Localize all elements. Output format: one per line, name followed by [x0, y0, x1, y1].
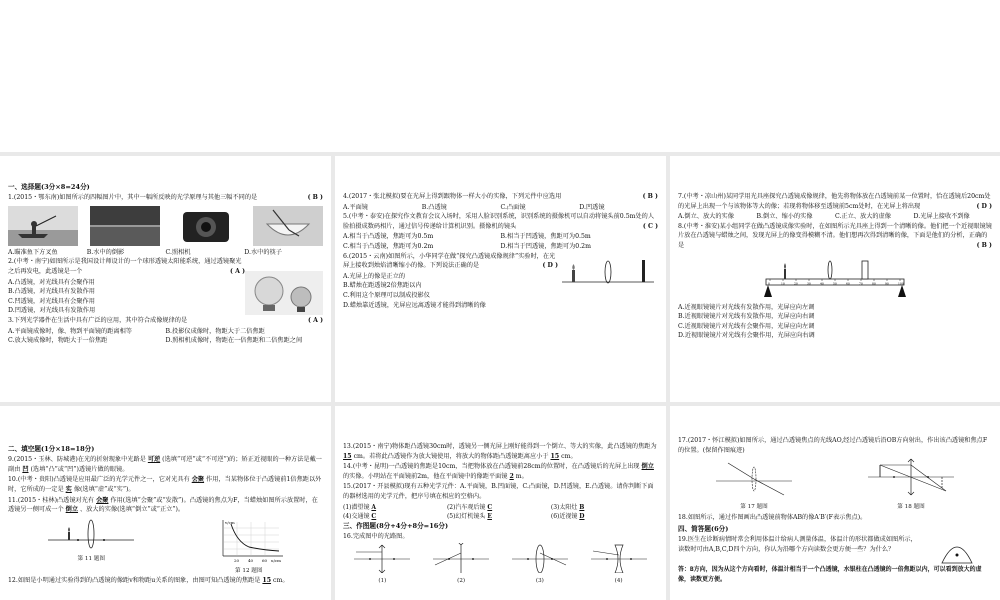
page-panel-5 [335, 406, 666, 600]
ruler-tick-label: 10 [781, 281, 785, 286]
question-19-block [678, 535, 992, 565]
answer-mark: ( B ) [642, 193, 658, 200]
question-18: 18.如图所示，通过作图画出凸透镜前物体AB的像A′B′(F表示焦点)。 [678, 514, 867, 522]
chopsticks-in-water-photo [253, 206, 323, 246]
caption-d: D.水中的筷子 [244, 248, 282, 256]
option-b: B.投影仪成像时，物距大于二倍焦距 [165, 327, 265, 335]
lens-object-image-figure [866, 457, 956, 499]
option-b: B.相当于凹透镜，焦距可为0.5m [500, 233, 591, 241]
option-a: A.相当于凸透镜，焦距可为0.5m [343, 233, 434, 241]
answer-mark: ( C ) [642, 222, 658, 230]
answer-19: 答：B方向，因为从这个方向看时，体温计相当于一个凸透镜，水银柱在凸透镜的一倍焦距以内，可以看到放大的虚像，读数更方便。 [678, 566, 982, 583]
image-distance-graph [213, 518, 285, 564]
ruler-tick-label: 20 [794, 281, 798, 286]
question-text: 12.如图是小明通过实验得到的凸透镜的像距v和物距u关系的图象，由图可知凸透镜的焦距是 [8, 577, 261, 585]
reflection-photo [90, 206, 160, 246]
ray-diagrams [343, 543, 658, 585]
question-8-options [678, 303, 992, 341]
question-9 [8, 455, 323, 474]
answer-mark: ( D ) [976, 202, 992, 210]
ruler-tick-label: 100 [898, 281, 904, 286]
question-4-options [343, 203, 658, 213]
question-text: (选填“可逆”或“不可逆”)的；矫正近视眼的一种方法是戴一副由 [8, 456, 322, 473]
question-text: 15.(2017・开县模拟)现有五种光学元件：A.平面镜，B.凹面镜，C.凸面镜，D.凹透镜，E.凸透镜。请你判断下面的器材选用的光学元件，把序号填在相应的空格内。 [343, 483, 654, 501]
question-text: 8.(中考・淮安)某小组同学在做凸透镜成像实验时，在如图所示光具座上得到一个清晰的像。他们把一个近视眼镜镜片放在凸透镜与蜡烛之间，发现光屏上的像变得模糊不清。他们想再次得到清晰的像，下面是他们的分析，正确的是 [678, 222, 992, 250]
graph-tick: 20 [233, 557, 239, 563]
diagram-label: (2) [457, 577, 466, 584]
question-19: 19.医生在诊断病情时常会利用体温计给病人测量体温，体温计的形状都做成如图所示，读数时可由A,B,C,D四个方向，你认为沿哪个方向读数会更方便一些？为什么？ [678, 536, 917, 553]
question-1-captions [8, 248, 323, 258]
question-15 [343, 482, 658, 501]
option-d: D.相当于凹透镜，焦距可为0.2m [500, 243, 591, 251]
option-b: B.倒立、缩小的实像 [756, 213, 813, 221]
question-text: 7.(中考・凉山州)某同学用光具座探究凸透镜成像规律，他先将物体放在凸透镜前某一位置时，恰在透镜后20cm处的光屏上出现一个与该物体等大的像；若现将物体移至透镜前5cm处时，在光屏上将出现 [678, 193, 991, 210]
figures-17-18 [678, 457, 992, 511]
answer-mark: ( D ) [542, 262, 558, 270]
section-heading: 四、简答题(6分) [678, 525, 729, 534]
answer-blank: 实 [65, 486, 72, 494]
question-13 [343, 442, 658, 461]
candle-lens-screen-figure [558, 252, 658, 292]
question-text: cm。若将此凸透镜作为放大镜使用，将放大的物体距凸透镜距离应小于 [353, 452, 549, 460]
question-text: 作用(选填“会聚”或“发散”)。凸透镜的焦点为F，当蜡烛如图所示放置时，在透镜另一侧可成一个 [8, 496, 318, 514]
figures-11-12 [8, 518, 323, 576]
diagram-label: (1) [378, 577, 387, 584]
item: (2)汽车观后镜 C [446, 503, 493, 511]
spherical-lens-photo [245, 271, 323, 315]
answer-blank: 倒立 [65, 506, 79, 514]
question-2 [8, 257, 245, 276]
figure-caption: 第 17 题图 [740, 503, 768, 510]
answer-blank: 会聚 [191, 476, 205, 484]
figure-caption: 第 18 题图 [897, 503, 925, 510]
blank-header-area [0, 0, 1000, 152]
page-panel-4 [0, 406, 331, 600]
answer-blank: 15 [343, 452, 352, 460]
option-c: C.近视眼镜镜片对光线有会聚作用，光屏应向左调 [678, 322, 815, 330]
option-c: C.相当于凸透镜，焦距可为0.2m [343, 243, 434, 251]
option-a: A.平面镜成像时，像、物到平面镜的距离相等 [8, 327, 132, 335]
question-10 [8, 475, 323, 494]
convex-lens-diagram [510, 543, 570, 573]
caption-b: B.水中的倒影 [86, 248, 125, 256]
question-14 [343, 462, 658, 481]
section-heading: 三、作图题(8分+4分+8分=16分) [343, 522, 449, 531]
optical-bench-figure [760, 253, 910, 301]
option-c: C.凹透镜，对光线具有会聚作用 [8, 297, 95, 305]
answer-blank: 可逆 [147, 456, 161, 464]
convex-lens-diagram [352, 543, 412, 573]
ruler-tick-label: 0 [768, 281, 770, 286]
option-d: D.凹透镜 [579, 203, 605, 211]
option-d: D.凹透镜，对光线具有发散作用 [8, 307, 96, 315]
answer-mark: ( B ) [307, 194, 323, 202]
answer-blank: 会聚 [96, 496, 109, 504]
question-15-items [343, 503, 658, 522]
ray-through-focus-figure [714, 457, 794, 499]
question-6-block [343, 252, 658, 311]
page-panel-1 [0, 156, 331, 402]
question-text: 作用，当某物体位于凸透镜前1倍焦距以外时，它所成的一定是 [8, 476, 322, 494]
graph-tick: 40 [247, 557, 253, 563]
item: (4)交通镜 C [343, 512, 377, 520]
ruler-tick-label: 70 [859, 281, 863, 286]
ruler-tick-label: 30 [807, 281, 811, 286]
caption-c: C.照相机 [165, 248, 191, 256]
thermometer-cross-section-figure [922, 535, 992, 565]
ruler-tick-label: 50 [833, 281, 837, 286]
option-a: A.倒立、放大的实像 [678, 213, 734, 221]
camera-photo [171, 206, 241, 246]
section-heading: 一、选择题(3分×8=24分) [8, 183, 90, 191]
option-b: B.凸透镜，对光线具有发散作用 [8, 288, 95, 296]
question-7 [678, 192, 992, 211]
graph-y-label: v/cm [224, 519, 235, 525]
answer-blank: 倒立 [641, 463, 654, 471]
item: (5)幻灯机镜头 E [446, 512, 492, 520]
question-8 [678, 222, 992, 251]
option-c: C.利用这个原理可以制成投影仪 [343, 292, 430, 300]
option-b: B.凸透镜 [421, 203, 447, 211]
option-b: B.蜡烛在距透镜2倍焦距以内 [343, 282, 422, 290]
question-1 [8, 193, 323, 203]
question-text: cm。 [561, 452, 577, 460]
option-d: D.光屏上接收不到像 [913, 213, 970, 221]
ruler-tick-label: 80 [872, 281, 876, 286]
option-c: C.放大镜成像时，物距大于一倍焦距 [8, 337, 108, 345]
question-text: 的实像。小明站在平面镜前2m，他在平面镜中的像距平面镜 [343, 472, 508, 480]
answer-blank: 2 [509, 472, 514, 480]
answer-blank: 凹 [22, 465, 29, 473]
option-d: D.照相机成像时，物距在一倍焦距和二倍焦距之间 [165, 337, 303, 345]
option-d: D.蜡烛靠近透镜，光屏应远离透镜才能得到清晰的像 [343, 301, 486, 309]
question-text: 6.(2015・云南)如图所示，小华同学在做“探究凸透镜成像规律”实验时，在光屏上接收到烛焰清晰缩小的像。下列说法正确的是 [343, 252, 556, 270]
item: (1)潜望镜 A [343, 503, 377, 511]
question-4 [343, 192, 658, 202]
question-16: 16.完成图中的光路图。 [343, 533, 409, 541]
question-text: m。 [515, 472, 528, 480]
question-2-options [8, 278, 245, 316]
option-a: A.光屏上的像是正立的 [343, 272, 406, 280]
question-2-block [8, 257, 323, 316]
ruler-tick-label: 40 [820, 281, 824, 286]
graph-x-label: u/cm [270, 557, 281, 563]
diagram-label: (3) [535, 577, 544, 584]
question-text: 10.(中考・贵阳)凸透镜是应用最广泛的光学元件之一，它对光具有 [8, 476, 190, 484]
question-5 [343, 212, 658, 231]
concave-lens-diagram [589, 543, 649, 573]
question-text: 、放大的实像(选填“倒立”或“正立”)。 [80, 506, 185, 514]
candle-lens-figure [46, 518, 136, 552]
question-11 [8, 496, 323, 515]
question-6 [343, 252, 558, 271]
answer-mark: ( A ) [308, 317, 323, 325]
question-7-options [678, 212, 992, 222]
question-text: 2.(中考・南宁)如图所示是我国设计师设计的一个球形透镜太阳能系统，通过透镜聚光之后再发电，此透镜是一个 [8, 258, 242, 276]
question-6-options [343, 272, 558, 310]
question-3 [8, 316, 323, 326]
concave-lens-diagram [431, 543, 491, 573]
question-text: 9.(2015・玉林、防城港)在光的折射现象中光路是 [8, 456, 146, 464]
answer-blank: 15 [262, 577, 272, 585]
page-panel-3 [670, 156, 1000, 402]
section-heading: 二、填空题(1分×18=18分) [8, 445, 95, 453]
option-c: C.凸面镜 [500, 203, 526, 211]
caption-a: A.瞄准鱼下方叉鱼 [8, 248, 58, 256]
question-text: 5.(中考・泰安)在探究作文教育会议入场时，采用人脸识别系统，识别系统的摄像机可以自动将镜头前0.5m处的人脸拍摄成数码相片，通过信号传递给计算机识别。摄像机的镜头 [343, 213, 655, 230]
answer-blank: 15 [550, 452, 560, 460]
answer-mark: ( B ) [976, 242, 992, 250]
question-text: 像(选填“虚”或“实”)。 [73, 486, 135, 494]
answer-mark: ( A ) [230, 268, 245, 276]
graph-tick: 60 [261, 557, 267, 563]
option-b: B.近视眼镜镜片对光线有发散作用，光屏应向右调 [678, 313, 815, 321]
option-d: D.近视眼镜镜片对光线有会聚作用，光屏应向右调 [678, 332, 815, 340]
question-1-images [8, 206, 323, 246]
ruler-tick-label: 60 [846, 281, 850, 286]
fishing-photo [8, 206, 78, 246]
question-text: 14.(中考・昆明)一凸透镜的焦距是10cm，当把物体放在凸透镜前28cm的位置时，在凸透镜后的光屏上出现 [343, 463, 640, 471]
question-text: 1.(2015・鄂东南)如图所示的四幅图片中，其中一幅所反映的光学原理与其他三幅不同的是 [8, 194, 258, 202]
page-panel-6 [670, 406, 1000, 600]
figure-caption: 第 12 题图 [235, 568, 263, 575]
question-text: 13.(2015・南宁)物体距凸透镜30cm时，透镜另一侧光屏上刚好能得到一个倒立、等大的实像，此凸透镜的焦距为 [343, 443, 657, 450]
option-a: A.凸透镜，对光线具有会聚作用 [8, 278, 95, 286]
diagram-label: (4) [614, 577, 623, 584]
option-c: C.正立、放大的虚像 [835, 213, 891, 221]
item: (6)近视镜 D [550, 512, 585, 520]
question-text: cm。 [273, 577, 289, 585]
question-text: 4.(2017・张北模拟)要在光屏上得到跟物体一样大小的实像，下列元件中应选用 [343, 193, 562, 200]
question-text: (选填“凸”或“凹”)透镜片做的眼镜。 [30, 465, 129, 473]
question-12 [8, 576, 323, 586]
question-5-options [343, 232, 658, 251]
question-17: 17.(2017・怀江模拟)如图所示，通过凸透镜焦点的光线AO,经过凸透镜后沿OB方向射出，作出该凸透镜和焦点F的位置。(保留作图痕迹) [678, 437, 988, 454]
question-3-options [8, 327, 323, 346]
question-text: 11.(2015・桂林)凸透镜对光有 [8, 496, 95, 504]
question-11-block [8, 496, 323, 516]
option-a: A.近视眼镜镜片对光线有发散作用，光屏应向左调 [678, 303, 815, 311]
question-text: 3.下列光学器件在生活中具有广泛的应用，其中符合成像规律的是 [8, 317, 188, 325]
option-a: A.平面镜 [343, 203, 368, 211]
figure-caption: 第 11 题图 [77, 556, 105, 563]
ruler-tick-label: 90 [885, 281, 889, 286]
item: (3)太阳灶 B [550, 503, 585, 511]
page-panel-2 [335, 156, 666, 402]
